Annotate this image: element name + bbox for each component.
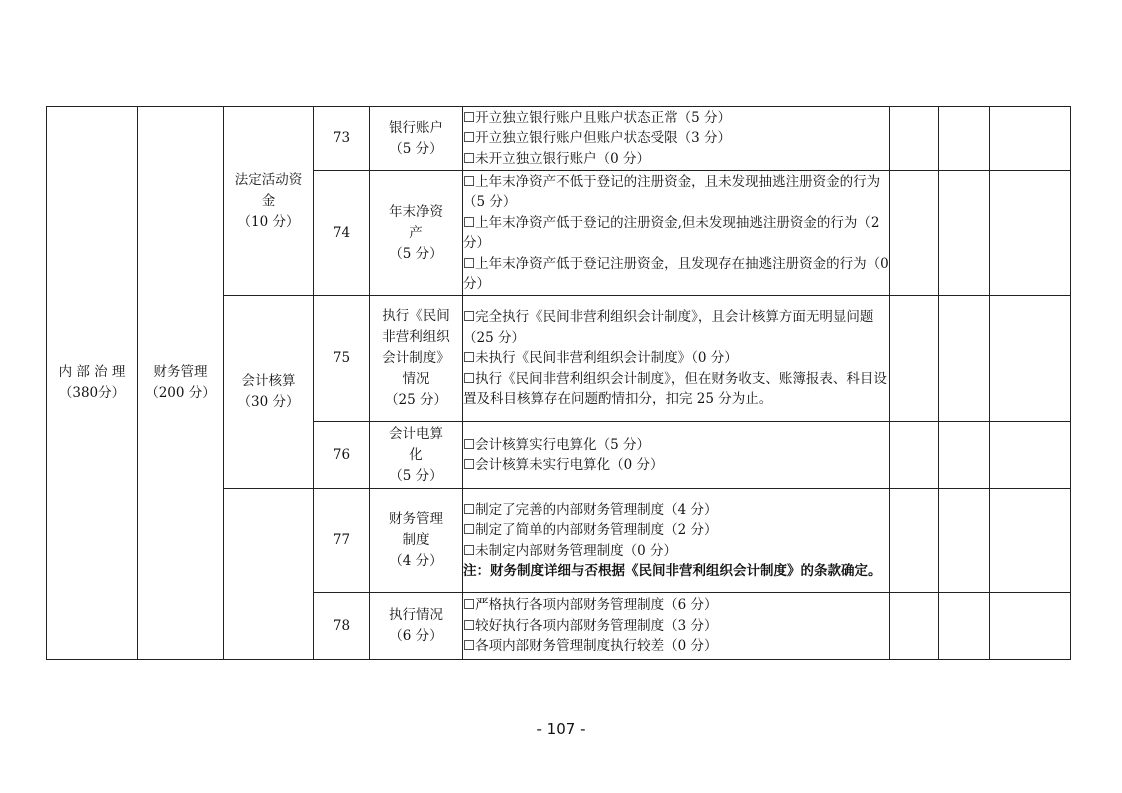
level1-cell <box>47 107 138 660</box>
level2-cell <box>138 107 224 660</box>
blank-cell <box>990 422 1071 489</box>
criterion-option: ☐较好执行各项内部财务管理制度（3 分） <box>463 617 718 634</box>
criterion-option: ☐未开立独立银行账户（0 分） <box>463 150 650 167</box>
evaluation-table <box>46 106 1071 660</box>
criterion-option: ☐制定了简单的内部财务管理制度（2 分） <box>463 522 718 538</box>
item-score: （5 分） <box>389 245 443 262</box>
blank-cell <box>939 107 990 171</box>
group-name: 法定活动资金 <box>234 171 303 209</box>
blank-cell <box>939 296 990 422</box>
item-criteria <box>463 422 890 489</box>
item-number: 74 <box>314 171 370 296</box>
criterion-option: ☐完全执行《民间非营利组织会计制度》，且会计核算方面无明显问题（25 分） <box>463 309 874 346</box>
criterion-option: ☐严格执行各项内部财务管理制度（6 分） <box>463 597 718 614</box>
group-score: （10 分） <box>237 213 300 230</box>
level2-name: 财务管理 <box>153 364 208 380</box>
criterion-option: ☐执行《民间非营利组织会计制度》，但在财务收支、账簿报表、科目设置及科目核算存在问题酌情扣分，扣完 25 分为止。 <box>463 370 887 408</box>
item-title: 财务管理制度 <box>389 511 443 548</box>
item-score: （5 分） <box>389 140 443 157</box>
blank-cell <box>890 422 939 489</box>
blank-cell <box>990 296 1071 422</box>
blank-cell <box>890 296 939 422</box>
item-number: 75 <box>314 296 370 422</box>
criterion-option: ☐上年末净资产低于登记注册资金，且发现存在抽逃注册资金的行为（0 分） <box>463 255 889 292</box>
blank-cell <box>939 171 990 296</box>
blank-cell <box>939 489 990 593</box>
group-name: 会计核算 <box>241 373 296 389</box>
item-criteria <box>463 489 890 593</box>
blank-cell <box>990 489 1071 593</box>
item-criteria <box>463 296 890 422</box>
criterion-note: 注：财务制度详细与否根据《民间非营利组织会计制度》的条款确定。 <box>463 563 882 579</box>
group-score: （30 分） <box>237 394 300 410</box>
criterion-option: ☐开立独立银行账户且账户状态正常（5 分） <box>463 109 731 126</box>
criterion-option: ☐上年末净资产不低于登记的注册资金，且未发现抽逃注册资金的行为（5 分） <box>463 173 881 210</box>
item-title: 银行账户 <box>389 119 443 136</box>
level1-name: 内 部 治 理 <box>58 364 126 380</box>
blank-cell <box>890 171 939 296</box>
group-cell <box>224 296 314 489</box>
blank-cell <box>990 593 1071 660</box>
item-number: 78 <box>314 593 370 660</box>
item-title: 年末净资产 <box>389 203 443 241</box>
blank-cell <box>890 489 939 593</box>
item-number: 77 <box>314 489 370 593</box>
item-title-cell <box>370 296 463 422</box>
criterion-option: ☐各项内部财务管理制度执行较差（0 分） <box>463 638 718 655</box>
item-title: 执行《民间非营利组织会计制度》情况 <box>382 308 450 387</box>
criterion-option: ☐上年末净资产低于登记的注册资金,但未发现抽逃注册资金的行为（2 分） <box>463 214 880 251</box>
item-title: 会计电算化 <box>389 425 443 463</box>
blank-cell <box>939 593 990 660</box>
item-title-cell <box>370 107 463 171</box>
table-row <box>47 107 1071 171</box>
item-criteria <box>463 171 890 296</box>
criterion-option: ☐未执行《民间非营利组织会计制度》（0 分） <box>463 350 738 367</box>
group-cell <box>224 489 314 660</box>
level2-score: （200 分） <box>145 385 216 401</box>
blank-cell <box>990 107 1071 171</box>
item-score: （4 分） <box>389 553 443 569</box>
criterion-option: ☐未制定内部财务管理制度（0 分） <box>463 542 677 559</box>
item-title: 执行情况 <box>389 607 443 623</box>
item-title-cell <box>370 489 463 593</box>
item-title-cell <box>370 422 463 489</box>
blank-cell <box>939 422 990 489</box>
item-title-cell <box>370 593 463 660</box>
item-score: （6 分） <box>389 628 443 644</box>
blank-cell <box>890 107 939 171</box>
blank-cell <box>990 171 1071 296</box>
item-score: （25 分） <box>385 392 447 408</box>
blank-cell <box>890 593 939 660</box>
item-score: （5 分） <box>389 467 443 484</box>
criterion-option: ☐会计核算实行电算化（5 分） <box>463 436 650 453</box>
level1-score: （380分） <box>58 385 126 401</box>
item-number: 76 <box>314 422 370 489</box>
criterion-option: ☐制定了完善的内部财务管理制度（4 分） <box>463 501 718 518</box>
item-criteria <box>463 593 890 660</box>
item-criteria <box>463 107 890 171</box>
item-number: 73 <box>314 107 370 171</box>
group-cell <box>224 107 314 296</box>
item-title-cell <box>370 171 463 296</box>
page-number: - 107 - <box>536 720 586 738</box>
criterion-option: ☐会计核算未实行电算化（0 分） <box>463 457 664 473</box>
criterion-option: ☐开立独立银行账户但账户状态受限（3 分） <box>463 130 731 147</box>
